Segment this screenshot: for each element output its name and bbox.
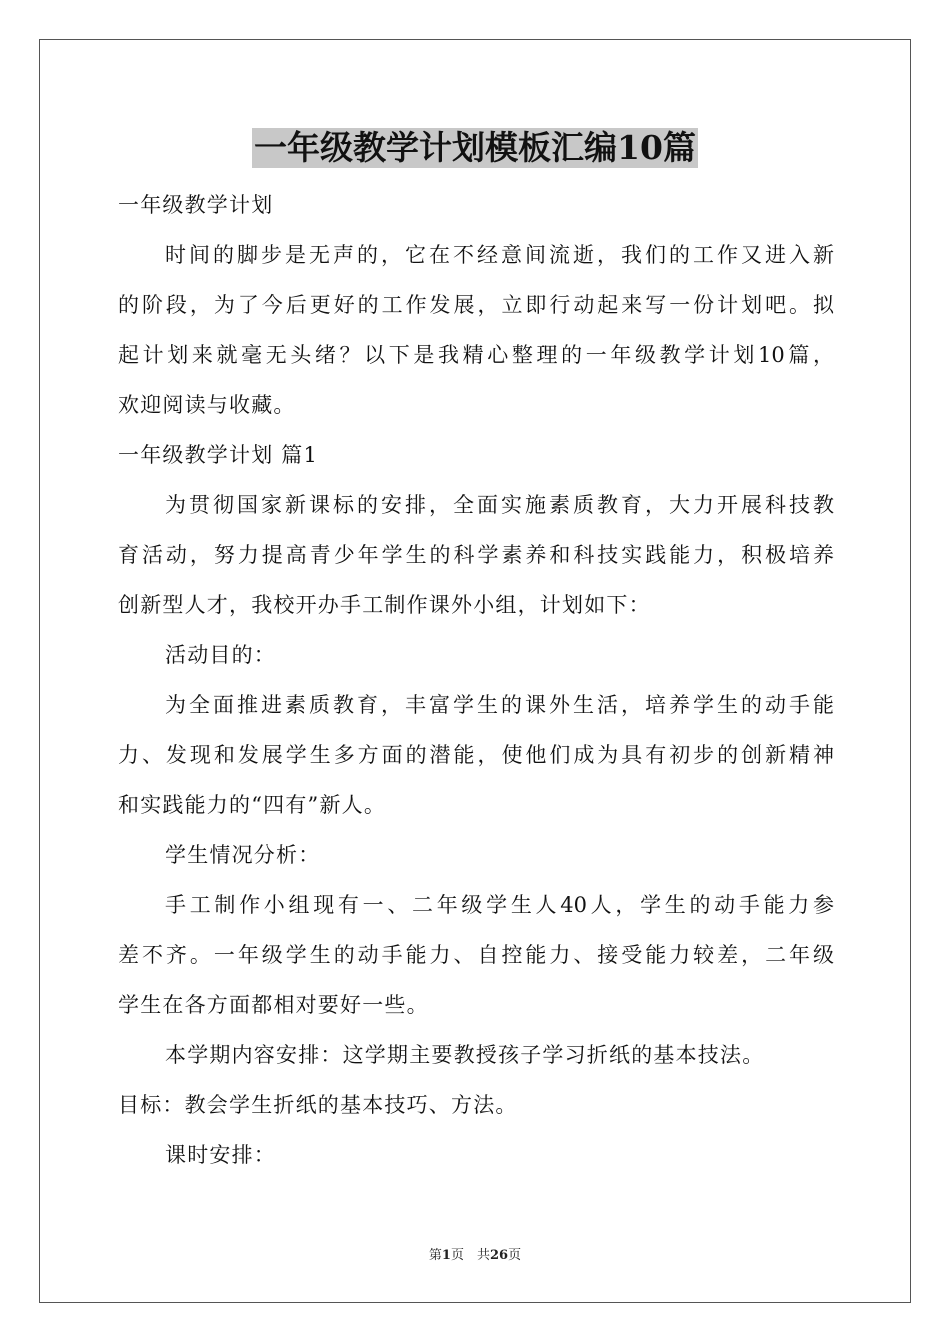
paragraph-line: 学生在各方面都相对要好一些。: [118, 993, 429, 1017]
footer-suffix: 页: [508, 1248, 522, 1263]
footer-prefix: 第: [428, 1248, 442, 1263]
paragraph-line: 差不齐。一年级学生的动手能力、自控能力、接受能力较差，二年级: [118, 943, 834, 967]
subheading-line: 学生情况分析：: [165, 843, 321, 867]
paragraph-line: 本学期内容安排：这学期主要教授孩子学习折纸的基本技法。: [165, 1043, 765, 1067]
paragraph-line: 力、发现和发展学生多方面的潜能，使他们成为具有初步的创新精神: [118, 743, 834, 767]
footer-total-pages: 26: [489, 1248, 509, 1263]
paragraph-line: 时间的脚步是无声的，它在不经意间流逝，我们的工作又进入新: [165, 243, 834, 267]
subheading-line: 课时安排：: [165, 1143, 276, 1167]
paragraph-line: 目标：教会学生折纸的基本技巧、方法。: [118, 1093, 518, 1117]
paragraph-line: 欢迎阅读与收藏。: [118, 393, 296, 417]
document-title: 一年级教学计划模板汇编10篇: [254, 128, 696, 167]
paragraph-line: 和实践能力的“四有”新人。: [118, 793, 387, 817]
paragraph-line: 创新型人才，我校开办手工制作课外小组，计划如下：: [118, 593, 651, 617]
page-footer: [0, 1246, 950, 1266]
title-container: [0, 128, 950, 168]
section-heading: 一年级教学计划 篇1: [118, 443, 319, 467]
paragraph-line: 起计划来就毫无头绪？以下是我精心整理的一年级教学计划10篇，: [118, 343, 834, 367]
footer-current-page: 1: [441, 1248, 451, 1263]
paragraph-line: 的阶段，为了今后更好的工作发展，立即行动起来写一份计划吧。拟: [118, 293, 834, 317]
paragraph-line: 为贯彻国家新课标的安排，全面实施素质教育，大力开展科技教: [165, 493, 834, 517]
paragraph-line: 手工制作小组现有一、二年级学生人40人，学生的动手能力参: [165, 893, 834, 917]
footer-mid: 页 共: [450, 1248, 490, 1263]
section-heading: 一年级教学计划: [118, 193, 274, 217]
paragraph-line: 为全面推进素质教育，丰富学生的课外生活，培养学生的动手能: [165, 693, 834, 717]
subheading-line: 活动目的：: [165, 643, 276, 667]
paragraph-line: 育活动，努力提高青少年学生的科学素养和科技实践能力，积极培养: [118, 543, 834, 567]
document-body: [118, 180, 834, 1180]
